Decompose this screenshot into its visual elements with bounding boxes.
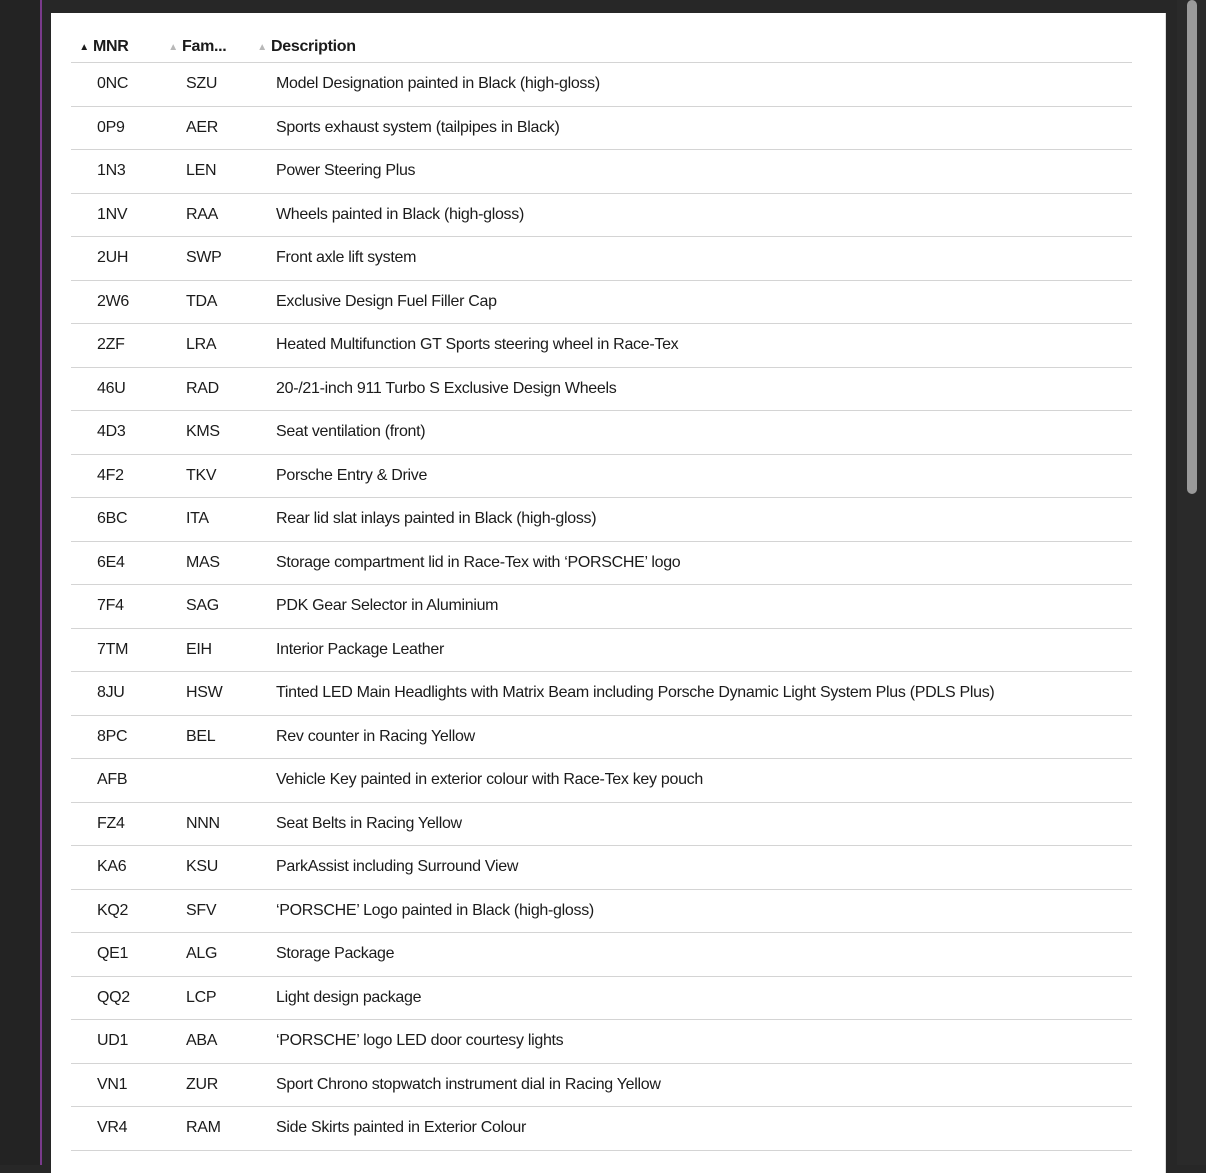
- cell-family: SFV: [160, 889, 250, 933]
- table-row: [71, 1063, 1132, 1107]
- left-gutter: [0, 0, 41, 1165]
- cell-description: Seat Belts in Racing Yellow: [250, 802, 1132, 846]
- cell-mnr: AFB: [71, 759, 160, 803]
- cell-description: Power Steering Plus: [250, 150, 1132, 194]
- cell-mnr: KQ2: [71, 889, 160, 933]
- cell-mnr: 2UH: [71, 237, 160, 281]
- cell-mnr: FZ4: [71, 802, 160, 846]
- cell-family: KSU: [160, 846, 250, 890]
- column-header-family[interactable]: [160, 31, 250, 63]
- cell-description: Vehicle Key painted in exterior colour with Race-Tex key pouch: [250, 759, 1132, 803]
- cell-family: LEN: [160, 150, 250, 194]
- cell-family: AER: [160, 106, 250, 150]
- cell-description: Rear lid slat inlays painted in Black (high-gloss): [250, 498, 1132, 542]
- cell-family: LRA: [160, 324, 250, 368]
- cell-description: ParkAssist including Surround View: [250, 846, 1132, 890]
- cell-mnr: 6E4: [71, 541, 160, 585]
- table-row: [71, 715, 1132, 759]
- cell-mnr: 1NV: [71, 193, 160, 237]
- cell-description: Storage Package: [250, 933, 1132, 977]
- left-accent-border: [40, 0, 42, 1165]
- table-row: [71, 367, 1132, 411]
- column-header-description[interactable]: [250, 31, 1132, 63]
- cell-mnr: 6BC: [71, 498, 160, 542]
- cell-family: RAD: [160, 367, 250, 411]
- table-row: [71, 1107, 1132, 1151]
- cell-mnr: 2W6: [71, 280, 160, 324]
- cell-family: ITA: [160, 498, 250, 542]
- options-table: [71, 31, 1132, 1151]
- cell-description: Heated Multifunction GT Sports steering wheel in Race-Tex: [250, 324, 1132, 368]
- table-row: [71, 237, 1132, 281]
- table-header-row: [71, 31, 1132, 63]
- cell-description: Interior Package Leather: [250, 628, 1132, 672]
- table-row: [71, 976, 1132, 1020]
- table-row: [71, 454, 1132, 498]
- table-row: [71, 280, 1132, 324]
- cell-mnr: 0P9: [71, 106, 160, 150]
- cell-description: Tinted LED Main Headlights with Matrix Beam including Porsche Dynamic Light System Plus (PDLS Plus): [250, 672, 1132, 716]
- cell-description: Porsche Entry & Drive: [250, 454, 1132, 498]
- table-row: [71, 498, 1132, 542]
- table-row: [71, 802, 1132, 846]
- table-row: [71, 889, 1132, 933]
- cell-family: TKV: [160, 454, 250, 498]
- table-row: [71, 411, 1132, 455]
- cell-mnr: KA6: [71, 846, 160, 890]
- table-row: [71, 63, 1132, 107]
- table-row: [71, 193, 1132, 237]
- cell-family: SWP: [160, 237, 250, 281]
- cell-family: KMS: [160, 411, 250, 455]
- cell-mnr: QQ2: [71, 976, 160, 1020]
- cell-mnr: 4D3: [71, 411, 160, 455]
- cell-mnr: 0NC: [71, 63, 160, 107]
- cell-description: Sport Chrono stopwatch instrument dial in Racing Yellow: [250, 1063, 1132, 1107]
- cell-description: Front axle lift system: [250, 237, 1132, 281]
- cell-family: LCP: [160, 976, 250, 1020]
- table-row: [71, 150, 1132, 194]
- table-row: [71, 628, 1132, 672]
- table-row: [71, 541, 1132, 585]
- table-row: [71, 1020, 1132, 1064]
- cell-mnr: 8PC: [71, 715, 160, 759]
- cell-family: ALG: [160, 933, 250, 977]
- table-row: [71, 846, 1132, 890]
- cell-description: Seat ventilation (front): [250, 411, 1132, 455]
- table-row: [71, 585, 1132, 629]
- cell-family: NNN: [160, 802, 250, 846]
- cell-family: [160, 759, 250, 803]
- cell-mnr: 46U: [71, 367, 160, 411]
- cell-mnr: 4F2: [71, 454, 160, 498]
- sort-icon[interactable]: ▲: [168, 41, 178, 53]
- cell-description: Wheels painted in Black (high-gloss): [250, 193, 1132, 237]
- cell-family: MAS: [160, 541, 250, 585]
- cell-description: Light design package: [250, 976, 1132, 1020]
- cell-mnr: 7F4: [71, 585, 160, 629]
- table-row: [71, 759, 1132, 803]
- cell-family: ZUR: [160, 1063, 250, 1107]
- cell-family: ABA: [160, 1020, 250, 1064]
- scrollbar-thumb[interactable]: [1187, 0, 1197, 494]
- cell-family: EIH: [160, 628, 250, 672]
- cell-family: BEL: [160, 715, 250, 759]
- cell-mnr: VR4: [71, 1107, 160, 1151]
- column-header-description-label: Description: [271, 37, 356, 55]
- cell-mnr: VN1: [71, 1063, 160, 1107]
- cell-description: Exclusive Design Fuel Filler Cap: [250, 280, 1132, 324]
- cell-mnr: UD1: [71, 1020, 160, 1064]
- table-row: [71, 324, 1132, 368]
- table-row: [71, 106, 1132, 150]
- cell-family: RAA: [160, 193, 250, 237]
- cell-mnr: 2ZF: [71, 324, 160, 368]
- cell-family: RAM: [160, 1107, 250, 1151]
- cell-description: Storage compartment lid in Race-Tex with ‘PORSCHE’ logo: [250, 541, 1132, 585]
- table-row: [71, 933, 1132, 977]
- cell-description: Model Designation painted in Black (high-gloss): [250, 63, 1132, 107]
- cell-mnr: 1N3: [71, 150, 160, 194]
- cell-description: PDK Gear Selector in Aluminium: [250, 585, 1132, 629]
- cell-family: TDA: [160, 280, 250, 324]
- column-header-family-label: Fam...: [182, 37, 227, 55]
- cell-mnr: 8JU: [71, 672, 160, 716]
- cell-description: Rev counter in Racing Yellow: [250, 715, 1132, 759]
- column-header-mnr[interactable]: [71, 31, 160, 63]
- cell-family: SAG: [160, 585, 250, 629]
- cell-mnr: 7TM: [71, 628, 160, 672]
- table-body: [71, 63, 1132, 1151]
- cell-mnr: QE1: [71, 933, 160, 977]
- cell-description: Side Skirts painted in Exterior Colour: [250, 1107, 1132, 1151]
- cell-family: HSW: [160, 672, 250, 716]
- sort-icon[interactable]: ▲: [257, 41, 267, 53]
- column-header-mnr-label: MNR: [93, 37, 129, 55]
- cell-family: SZU: [160, 63, 250, 107]
- cell-description: 20-/21-inch 911 Turbo S Exclusive Design Wheels: [250, 367, 1132, 411]
- cell-description: Sports exhaust system (tailpipes in Black): [250, 106, 1132, 150]
- cell-description: ‘PORSCHE’ Logo painted in Black (high-gloss): [250, 889, 1132, 933]
- sort-active-icon[interactable]: ▲: [79, 41, 89, 53]
- table-row: [71, 672, 1132, 716]
- cell-description: ‘PORSCHE’ logo LED door courtesy lights: [250, 1020, 1132, 1064]
